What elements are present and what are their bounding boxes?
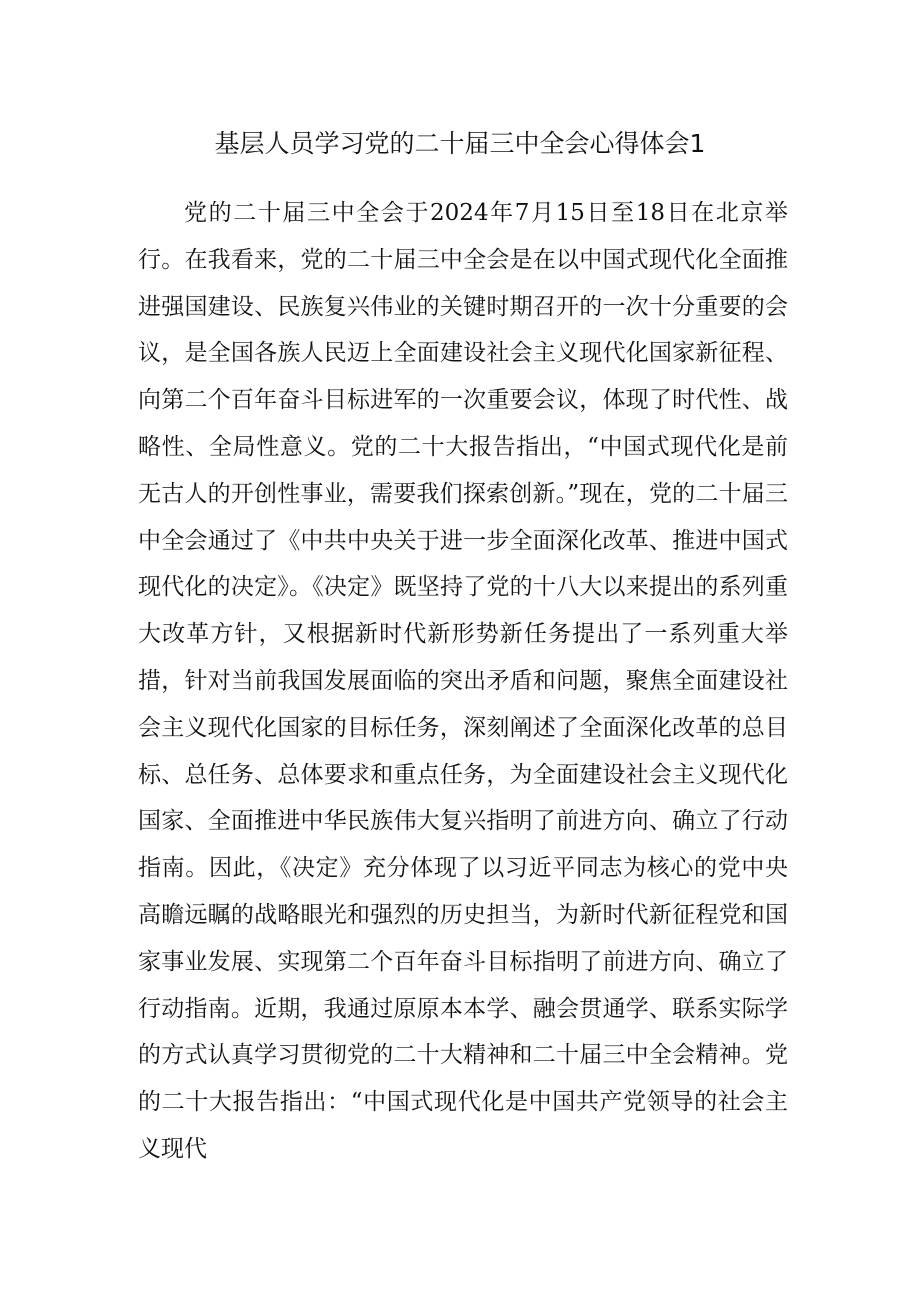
body-paragraph: 党的二十届三中全会于2024年7月15日至18日在北京举行。在我看来，党的二十届三中全会是在以中国式现代化全面推进强国建设、民族复兴伟业的关键时期召开的一次十分重要的会议，是全国各族人民迈上全面建设社会主义现代化国家新征程、向第二个百年奋斗目标进军的一次重要会议，体现了时代性、战略性、全局性意义。党的二十大报告指出，“中国式现代化是前无古人的开创性事业，需要我们探索创新。”现在，党的二十届三中全会通过了《中共中央关于进一步全面深化改革、推进中国式现代化的决定》。《决定》既坚持了党的十八大以来提出的系列重大改革方针，又根据新时代新形势新任务提出了一系列重大举措，针对当前我国发展面临的突出矛盾和问题，聚焦全面建设社会主义现代化国家的目标任务，深刻阐述了全面深化改革的总目标、总任务、总体要求和重点任务，为全面建设社会主义现代化国家、全面推进中华民族伟大复兴指明了前进方向、确立了行动指南。因此，《决定》充分体现了以习近平同志为核心的党中央高瞻远瞩的战略眼光和强烈的历史担当，为新时代新征程党和国家事业发展、实现第二个百年奋斗目标指明了前进方向、确立了行动指南。近期，我通过原原本本学、融会贯通学、联系实际学的方式认真学习贯彻党的二十大精神和二十届三中全会精神。党的二十大报告指出：“中国式现代化是中国共产党领导的社会主义现代: [138, 200, 788, 1162]
document-title: 基层人员学习党的二十届三中全会心得体会1: [214, 129, 706, 158]
